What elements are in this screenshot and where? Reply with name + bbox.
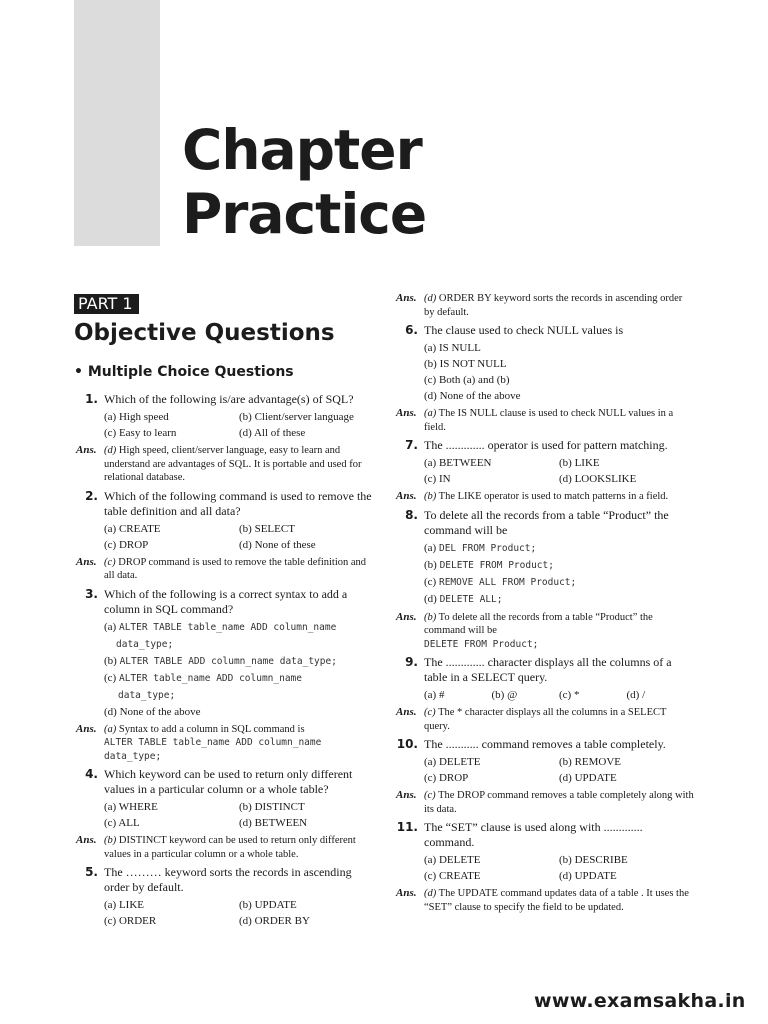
option-d: (d) / (626, 689, 646, 701)
question-5 (74, 865, 374, 929)
answer-letter: (b) (424, 491, 437, 502)
question-8 (394, 508, 694, 608)
answer-text: The DROP command removes a table completely along with its data. (424, 790, 694, 815)
question-2 (74, 489, 374, 553)
option-code-cont: data_type; (116, 638, 174, 650)
option-a (104, 619, 374, 653)
chapter-grey-tab (74, 0, 160, 246)
question-text: The clause used to check NULL values is (424, 323, 624, 337)
chapter-title-line-2: Practice (182, 182, 427, 246)
answer-text: DISTINCT keyword can be used to return only different values in a particular column or a whole table. (104, 835, 356, 860)
answer-letter: (c) (424, 790, 436, 801)
option-d: (d) ORDER BY (239, 915, 310, 927)
option-c: (c) DROP (104, 538, 149, 551)
option-b: (b) REMOVE (559, 756, 622, 768)
question-number: 11. (396, 820, 418, 834)
option-d: (d) None of the above (104, 705, 201, 718)
question-text: The “SET” clause is used along with ............. command. (424, 820, 643, 849)
options (104, 619, 374, 720)
option-a: (a) LIKE (104, 899, 145, 911)
answer-label: Ans. (396, 610, 417, 623)
option-code: ALTER TABLE table_name ADD column_name (118, 621, 337, 633)
option-prefix: (d) (424, 592, 440, 605)
option-b: (b) UPDATE (239, 899, 297, 911)
option-a: (a) BETWEEN (424, 457, 492, 469)
answer-text: The * character displays all the columns in a SELECT query. (424, 707, 667, 732)
question-text: Which of the following is/are advantage(s) of SQL? (104, 392, 354, 406)
question-text: To delete all the records from a table “Product” the command will be (424, 507, 669, 537)
option-code-cont: data_type; (118, 689, 176, 701)
option-code: REMOVE ALL FROM Product; (438, 576, 577, 588)
option-d (424, 591, 694, 608)
option-prefix: (a) (104, 620, 119, 633)
option-a: (a) High speed (104, 411, 169, 423)
option-b (104, 653, 374, 670)
chapter-title (182, 118, 426, 246)
answer-code: ALTER TABLE table_name ADD column_name (104, 737, 322, 748)
options (424, 455, 694, 487)
question-text: Which keyword can be used to return only different values in a particular column or a whole table? (104, 767, 353, 796)
option-a: (a) DELETE (424, 756, 481, 768)
answer-text: Syntax to add a column in SQL command is (116, 723, 305, 735)
question-text: Which of the following command is used to remove the table definition and all data? (104, 488, 372, 518)
option-d: (d) UPDATE (559, 870, 617, 882)
option-d: (d) All of these (239, 427, 306, 439)
answer-label: Ans. (396, 789, 417, 801)
options (424, 540, 694, 608)
answer-8 (394, 611, 694, 652)
question-text: The ............. character displays all the columns of a table in a SELECT query. (424, 655, 672, 684)
answer-text: The UPDATE command updates data of a table . It uses the “SET” clause to specify the field to be updated. (424, 888, 689, 913)
answer-label: Ans. (76, 444, 97, 456)
option-c: (c) ORDER (104, 915, 157, 927)
option-d: (d) None of the above (424, 390, 521, 402)
answer-letter: (b) (104, 835, 117, 846)
answer-4 (74, 834, 374, 861)
answer-letter: (d) (104, 445, 117, 456)
option-d: (d) BETWEEN (239, 817, 308, 829)
answer-label: Ans. (76, 834, 97, 846)
answer-11 (394, 887, 694, 914)
option-b: (b) IS NOT NULL (424, 358, 507, 370)
option-code: DEL FROM Product; (438, 542, 537, 554)
answer-letter: (b) (424, 611, 437, 623)
question-3 (74, 587, 374, 720)
question-number: 5. (85, 865, 98, 879)
option-code: DELETE FROM Product; (439, 559, 554, 571)
option-a: (a) DELETE (424, 854, 481, 866)
answer-text: ORDER BY keyword sorts the records in ascending order by default. (424, 293, 683, 318)
options (104, 521, 374, 553)
question-number: 8. (405, 507, 418, 522)
answer-letter: (d) (424, 888, 437, 899)
option-a: (a) IS NULL (424, 342, 481, 354)
question-number: 3. (85, 586, 98, 601)
answer-1 (74, 444, 374, 485)
option-c (104, 670, 374, 704)
option-b: (b) Client/server language (239, 411, 354, 423)
answer-9 (394, 706, 694, 733)
answer-2 (74, 556, 374, 583)
options (424, 687, 694, 703)
answer-code: DELETE FROM Product; (424, 638, 539, 650)
option-code: ALTER table_name ADD column_name (118, 672, 302, 684)
question-number: 7. (405, 438, 418, 452)
option-a (424, 540, 694, 557)
footer-website-link[interactable]: www.examsakha.in (534, 990, 746, 1012)
option-c: (c) * (559, 689, 580, 701)
subsection-title: • Multiple Choice Questions (74, 364, 294, 380)
answer-10 (394, 789, 694, 816)
option-d: (d) UPDATE (559, 772, 617, 784)
question-9 (394, 655, 694, 703)
option-prefix: (b) (424, 558, 440, 571)
chapter-title-line-1: Chapter (182, 118, 422, 182)
question-6 (394, 323, 694, 404)
option-b: (b) DESCRIBE (559, 854, 628, 866)
option-code: ALTER TABLE ADD column_name data_type; (119, 655, 337, 667)
option-code: DELETE ALL; (439, 593, 503, 605)
answer-7 (394, 490, 694, 504)
option-c (424, 574, 694, 591)
options (424, 754, 694, 786)
question-number: 1. (85, 392, 98, 406)
question-text: The ............. operator is used for pattern matching. (424, 438, 668, 452)
option-prefix: (c) (424, 575, 439, 588)
option-c: (c) Both (a) and (b) (424, 374, 510, 386)
answer-letter: (a) (424, 408, 437, 419)
answer-text: The IS NULL clause is used to check NULL values in a field. (424, 408, 674, 433)
part-badge: PART 1 (74, 294, 139, 314)
option-a: (a) CREATE (104, 522, 161, 535)
answer-label: Ans. (396, 292, 417, 304)
options (424, 340, 694, 404)
question-4 (74, 767, 374, 831)
answer-letter: (c) (424, 707, 436, 718)
answer-text: To delete all the records from a table “Product” the command will be (424, 611, 653, 636)
option-c: (c) DROP (424, 772, 469, 784)
options (104, 409, 374, 441)
left-column (74, 388, 374, 929)
options (104, 799, 374, 831)
question-1 (74, 392, 374, 441)
answer-label: Ans. (396, 490, 417, 502)
option-b (424, 557, 694, 574)
section-title: Objective Questions (74, 320, 335, 346)
option-prefix: (c) (104, 671, 119, 684)
answer-label: Ans. (396, 887, 417, 899)
question-number: 10. (396, 737, 418, 751)
question-number: 4. (85, 767, 98, 781)
option-a: (a) # (424, 689, 445, 701)
option-d: (d) None of these (239, 538, 316, 551)
answer-letter: (a) (104, 723, 117, 735)
question-10 (394, 737, 694, 786)
question-7 (394, 438, 694, 487)
answer-5 (394, 292, 694, 319)
question-number: 9. (405, 655, 418, 669)
answer-6 (394, 407, 694, 434)
option-c: (c) ALL (104, 817, 140, 829)
question-text: Which of the following is a correct syntax to add a column in SQL command? (104, 586, 348, 616)
answer-label: Ans. (396, 706, 417, 718)
option-prefix: (a) (424, 541, 439, 554)
option-b: (b) DISTINCT (239, 801, 305, 813)
question-11 (394, 820, 694, 884)
answer-letter: (c) (104, 556, 116, 568)
option-c: (c) Easy to learn (104, 427, 177, 439)
options (424, 852, 694, 884)
question-number: 2. (85, 488, 98, 503)
answer-text: High speed, client/server language, easy to learn and understand are advantages of SQL. It is portable and used for relational database. (104, 445, 362, 483)
answer-text: DROP command is used to remove the table definition and all data. (104, 556, 367, 581)
question-number: 6. (405, 323, 418, 337)
option-a: (a) WHERE (104, 801, 158, 813)
option-c: (c) IN (424, 473, 451, 485)
option-d: (d) LOOKSLIKE (559, 473, 637, 485)
option-b: (b) @ (491, 689, 518, 701)
option-b: (b) SELECT (239, 522, 295, 535)
option-b: (b) LIKE (559, 457, 600, 469)
question-text: The ........... command removes a table completely. (424, 737, 666, 751)
option-prefix: (b) (104, 654, 120, 667)
question-text: The ……… keyword sorts the records in ascending order by default. (104, 865, 352, 894)
option-c: (c) CREATE (424, 870, 481, 882)
answer-label: Ans. (396, 407, 417, 419)
answer-letter: (d) (424, 293, 437, 304)
answer-label: Ans. (76, 555, 97, 568)
answer-code-cont: data_type; (104, 750, 162, 762)
right-column (394, 292, 694, 914)
answer-label: Ans. (76, 722, 97, 735)
options (104, 897, 374, 929)
answer-text: The LIKE operator is used to match patterns in a field. (436, 491, 669, 502)
answer-3 (74, 723, 374, 764)
